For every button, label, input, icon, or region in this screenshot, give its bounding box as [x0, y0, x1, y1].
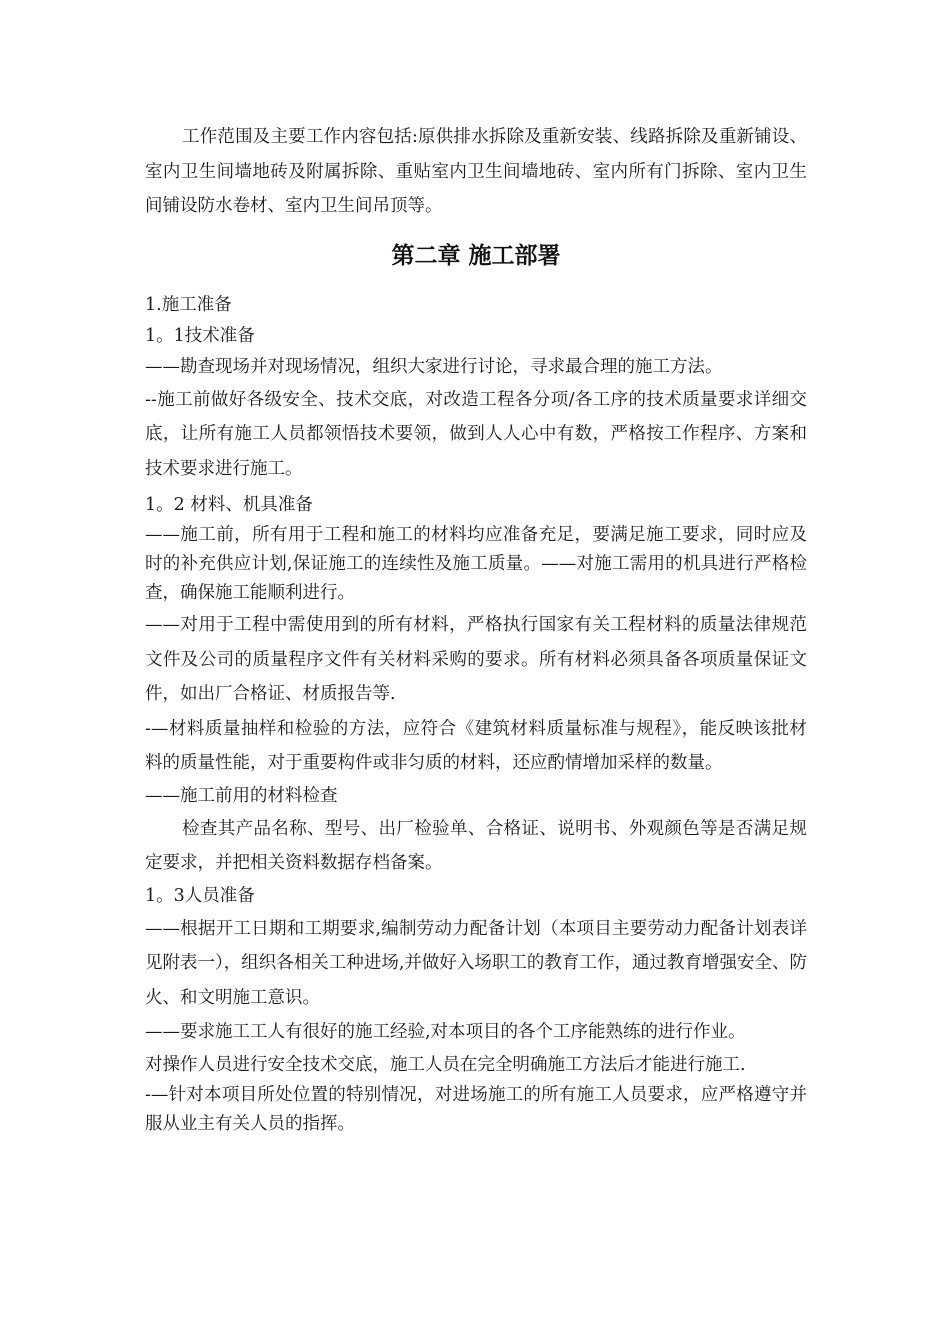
paragraph-1-3-d: -—针对本项目所处位置的特别情况，对进场施工的所有施工人员要求，应严格遵守并服从业主有关人员的指挥。 — [145, 1084, 807, 1134]
paragraph-1-1-b: --施工前做好各级安全、技术交底，对改造工程各分项/各工序的技术质量要求详细交底，让所有施工人员都领悟技术要领，做到人人心中有数，严格按工作程序、方案和技术要求进行施工。 — [145, 389, 807, 479]
paragraph-1-3-b: ——要求施工工人有很好的施工经验,对本项目的各个工序能熟练的进行作业。 — [145, 1022, 746, 1042]
chapter-title: 第二章 施工部署 — [391, 242, 561, 269]
paragraph-1-2-d: ——施工前用的材料检查 — [145, 785, 338, 806]
intro-paragraph: 工作范围及主要工作内容包括:原供排水拆除及重新安装、线路拆除及重新铺设、室内卫生间墙地砖及附属拆除、重贴室内卫生间墙地砖、室内所有门拆除、室内卫生间铺设防水卷材、室内卫生间吊顶等。 — [145, 127, 807, 216]
document-body — [145, 120, 807, 1139]
paragraph-1-3-a: ——根据开工日期和工期要求,编制劳动力配备计划（本项目主要劳动力配备计划表详见附表一），组织各相关工种进场,并做好入场职工的教育工作，通过教育增强安全、防火、和文明施工意识。 — [145, 918, 807, 1008]
paragraph-1-2-c: -—材料质量抽样和检验的方法，应符合《建筑材料质量标准与规程》，能反映该批材料的质量性能，对于重要构件或非匀质的材料，还应酌情增加采样的数量。 — [145, 718, 807, 773]
paragraph-1-2-a: ——施工前，所有用于工程和施工的材料均应准备充足，要满足施工要求，同时应及时的补充供应计划,保证施工的连续性及施工质量。——对施工需用的机具进行严格检查，确保施工能顺利进行。 — [145, 525, 807, 603]
paragraph-1-2-b: ——对用于工程中需使用到的所有材料，严格执行国家有关工程材料的质量法律规范文件及公司的质量程序文件有关材料采购的要求。所有材料必须具备各项质量保证文件，如出厂合格证、材质报告等. — [145, 615, 807, 704]
section-heading-1-2: 1。2 材料、机具准备 — [145, 495, 313, 515]
section-heading-1-3: 1。3人员准备 — [145, 885, 255, 906]
section-heading-1-1: 1。1技术准备 — [145, 325, 255, 346]
paragraph-1-1-a: ——勘查现场并对现场情况，组织大家进行讨论，寻求最合理的施工方法。 — [145, 356, 723, 377]
paragraph-1-3-c: 对操作人员进行安全技术交底，施工人员在完全明确施工方法后才能进行施工. — [145, 1054, 746, 1075]
section-heading-1: 1.施工准备 — [145, 294, 232, 315]
paragraph-1-2-e: 检查其产品名称、型号、出厂检验单、合格证、说明书、外观颜色等是否满足规定要求，并把相关资料数据存档备案。 — [145, 818, 807, 873]
